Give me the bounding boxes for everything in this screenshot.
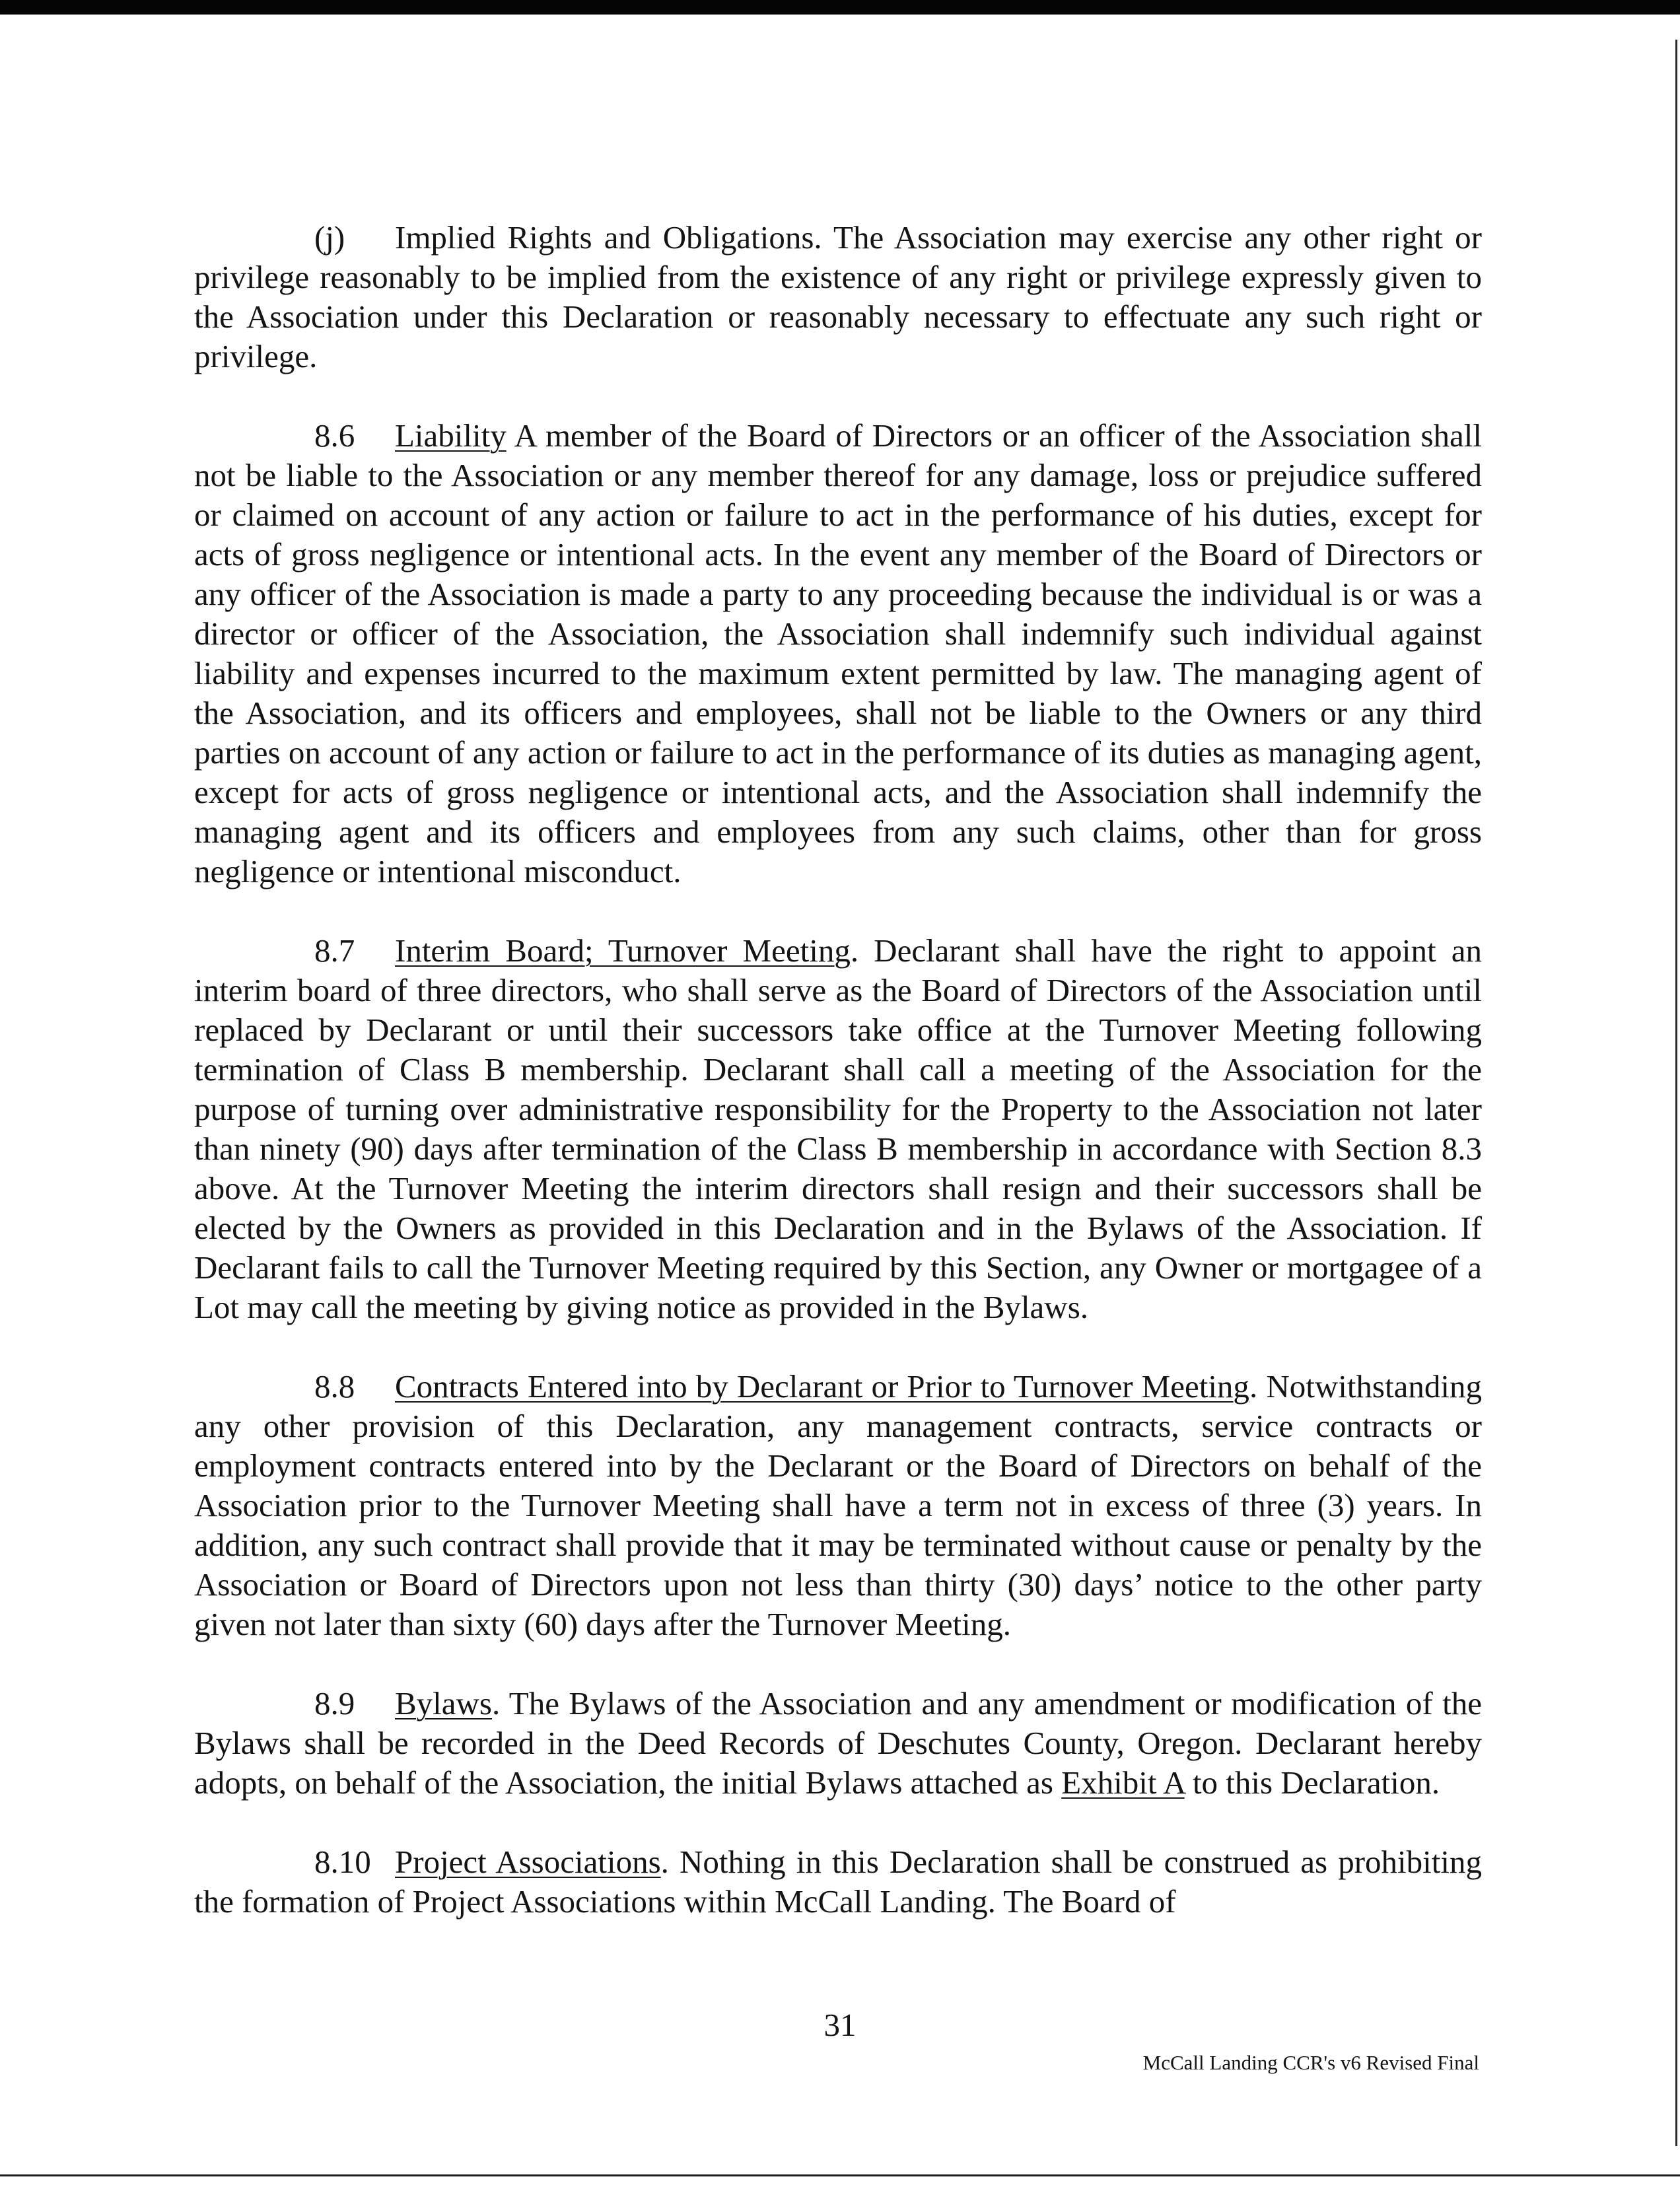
section-8-8-contracts <box>194 1367 1482 1644</box>
section-text-continued: to this Declaration. <box>1184 1764 1440 1801</box>
section-heading: Bylaws <box>395 1685 492 1721</box>
scan-bottom-line <box>0 2174 1680 2176</box>
section-number: 8.10 <box>314 1844 371 1880</box>
section-heading: Interim Board; Turnover Meeting <box>395 932 851 969</box>
heading-punctuation: . <box>492 1685 501 1721</box>
section-text: The Bylaws of the Association and any amendment or modification of the Bylaws shall be recorded in the Deed Records of Deschutes County, Oregon. Declarant hereby adopts, on behalf of the Association, the initial Bylaws attached as <box>194 1685 1482 1801</box>
section-8-7-interim-board <box>194 931 1482 1327</box>
section-number: 8.7 <box>314 932 355 969</box>
section-heading: Contracts Entered into by Declarant or Prior to Turnover Meeting <box>395 1368 1249 1405</box>
section-8-10-project-associations <box>194 1842 1482 1922</box>
paragraph-j-implied-rights <box>194 218 1482 376</box>
footer-document-label: McCall Landing CCR's v6 Revised Final <box>1142 2051 1479 2074</box>
section-text: Declarant shall have the right to appoint an interim board of three directors, who shall serve as the Board of Directors of the Association until replaced by Declarant or until their successors take office at the Turnover Meeting following termination of Class B membership. Declarant shall call a meeting of the Association for the purpose of turning over administrative responsibility for the Property to the Association not later than ninety (90) days after termination of the Class B membership in accordance with Section 8.3 above. At the Turnover Meeting the interim directors shall resign and their successors shall be elected by the Owners as provided in this Declaration and in the Bylaws of the Association. If Declarant fails to call the Turnover Meeting required by this Section, any Owner or mortgagee of a Lot may call the meeting by giving notice as provided in the Bylaws. <box>194 932 1482 1325</box>
scan-top-edge <box>0 0 1680 15</box>
document-body <box>194 218 1482 1961</box>
section-text: A member of the Board of Directors or an officer of the Association shall not be liable to the Association or any member thereof for any damage, loss or prejudice suffered or claimed on account of any action or failure to act in the performance of his duties, except for acts of gross negligence or intentional acts. In the event any member of the Board of Directors or any officer of the Association is made a party to any proceeding because the individual is or was a director or officer of the Association, the Association shall indemnify such individual against liability and expenses incurred to the maximum extent permitted by law. The managing agent of the Association, and its officers and employees, shall not be liable to the Owners or any third parties on account of any action or failure to act in the performance of its duties as managing agent, except for acts of gross negligence or intentional acts, and the Association shall indemnify the managing agent and its officers and employees from any such claims, other than for gross negligence or intentional misconduct. <box>194 417 1482 889</box>
section-8-9-bylaws <box>194 1684 1482 1803</box>
section-text: Nothing in this Declaration shall be construed as prohibiting the formation of Project Associations within McCall Landing. The Board of <box>194 1844 1482 1920</box>
section-text: Notwithstanding any other provision of this Declaration, any management contracts, service contracts or employment contracts entered into by the Declarant or the Board of Directors on behalf of the Association prior to the Turnover Meeting shall have a term not in excess of three (3) years. In addition, any such contract shall provide that it may be terminated without cause or penalty by the Association or Board of Directors upon not less than thirty (30) days’ notice to the other party given not later than sixty (60) days after the Turnover Meeting. <box>194 1368 1482 1642</box>
section-8-6-liability <box>194 416 1482 891</box>
heading-punctuation: . <box>660 1844 669 1880</box>
paragraph-number: (j) <box>314 219 345 256</box>
section-number: 8.9 <box>314 1685 355 1721</box>
section-heading: Project Associations <box>395 1844 661 1880</box>
section-number: 8.8 <box>314 1368 355 1405</box>
heading-punctuation: . <box>1249 1368 1258 1405</box>
scan-right-edge <box>1675 40 1677 2146</box>
exhibit-reference: Exhibit A <box>1061 1764 1185 1801</box>
heading-punctuation: . <box>850 932 859 969</box>
section-number: 8.6 <box>314 417 355 454</box>
paragraph-text: Implied Rights and Obligations. The Association may exercise any other right or privilege reasonably to be implied from the existence of any right or privilege expressly given to the Association under this Declaration or reasonably necessary to effectuate any such right or privilege. <box>194 219 1482 374</box>
page-number: 31 <box>823 2007 857 2043</box>
section-heading: Liability <box>395 417 507 454</box>
